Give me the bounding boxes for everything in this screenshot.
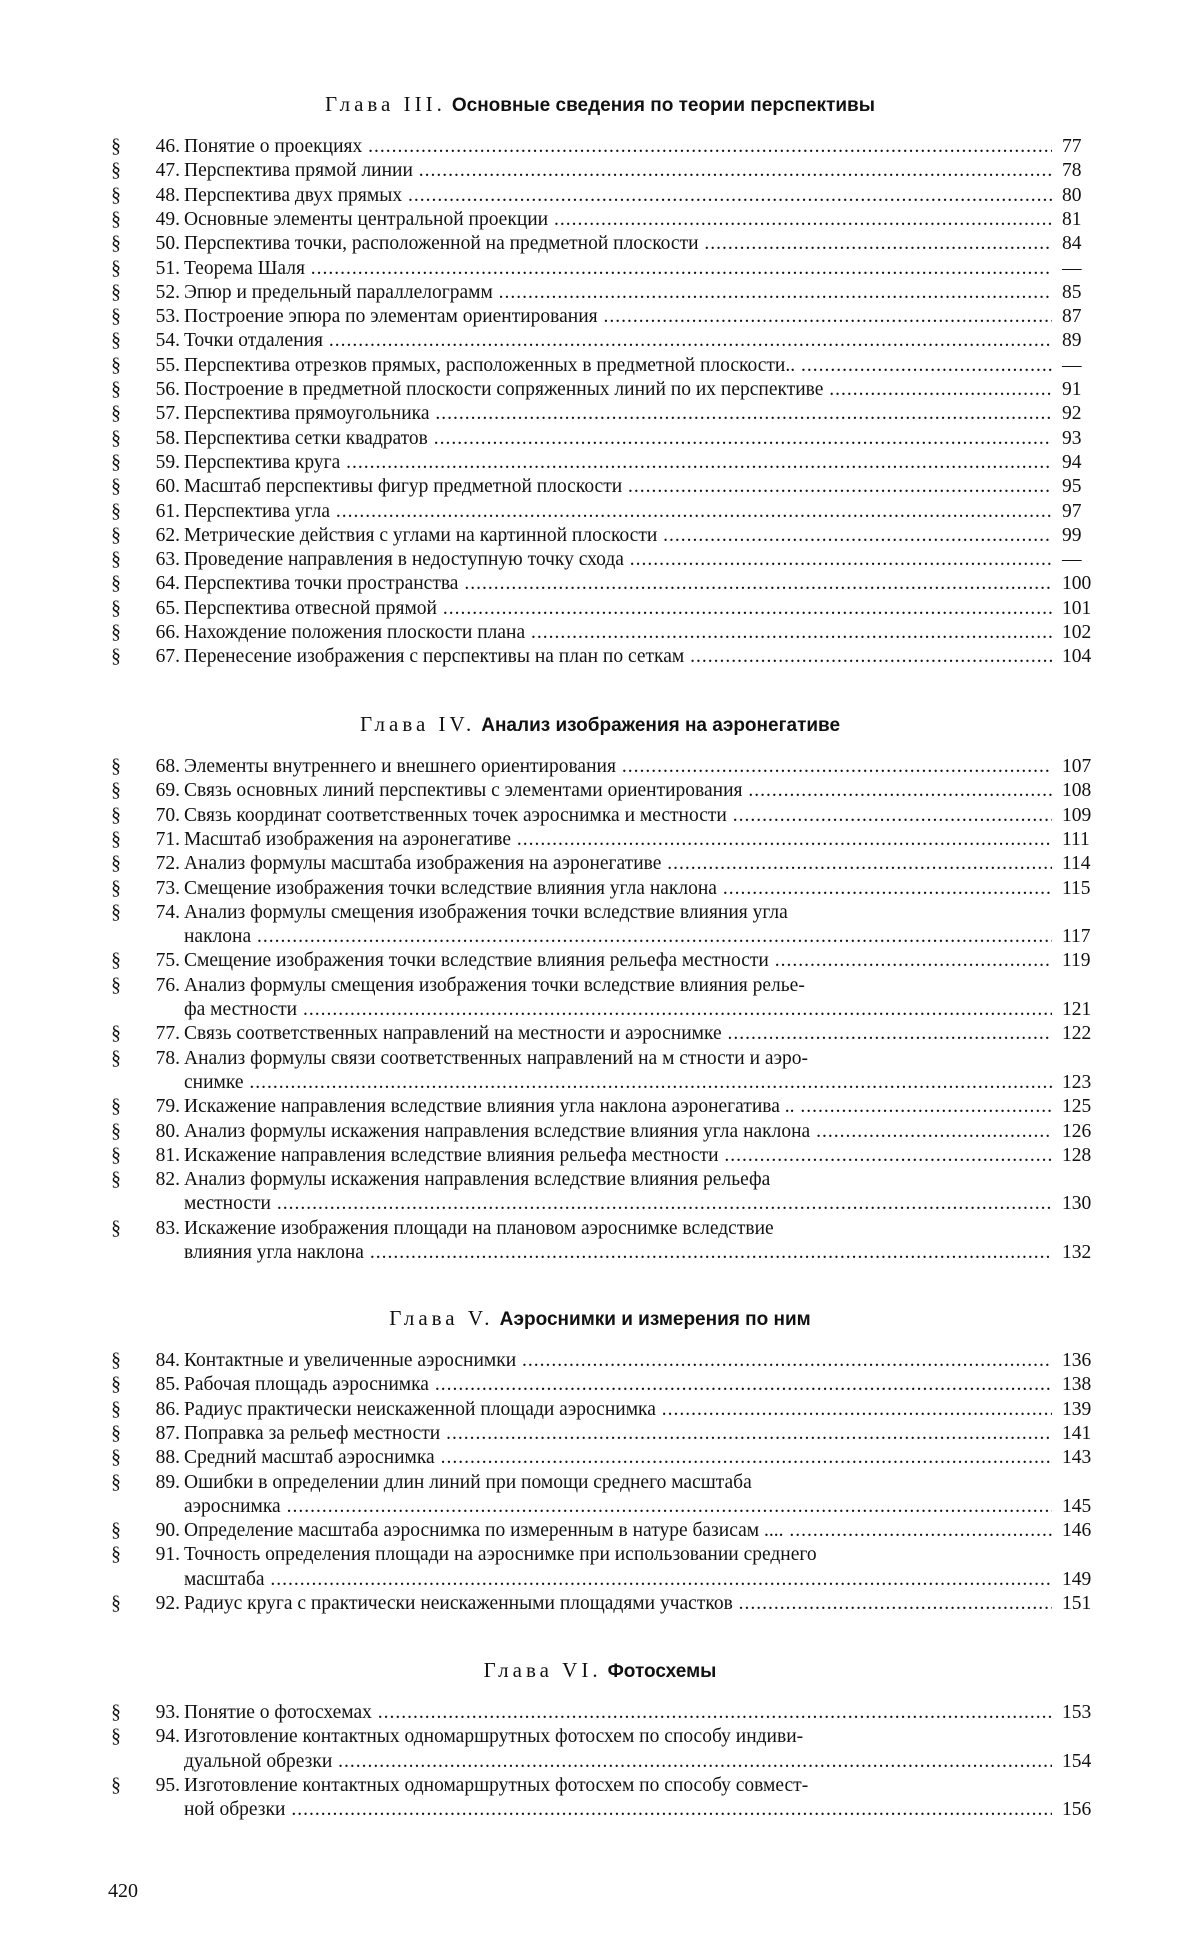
entry-title: Контактные и увеличенные аэроснимки .....	[184, 1350, 1052, 1372]
section-number: 69.	[155, 780, 180, 802]
entry-title: Перспектива круга .....	[184, 452, 1052, 474]
section-number: 74.	[155, 901, 180, 923]
chapter-label: Глава III.	[325, 92, 446, 116]
entry-title: Масштаб перспективы фигур предметной плоскости .....	[184, 476, 1052, 498]
section-number: 79.	[155, 1096, 180, 1118]
entry-title: Анализ формулы смещения изображения точки вследствие влияния релье-	[184, 974, 805, 996]
entry-title: Перспектива прямоугольника .....	[184, 403, 1052, 425]
section-sign: §	[111, 330, 121, 352]
entry-page-number: 154	[1062, 1750, 1092, 1772]
section-sign: §	[111, 573, 121, 595]
entry-title: Анализ формулы искажения направления вследствие влияния угла наклона .....	[184, 1121, 1052, 1143]
section-sign: §	[111, 1726, 121, 1748]
section-sign: §	[111, 476, 121, 498]
entry-page-number: 77	[1062, 136, 1082, 157]
entry-page-number: 123	[1062, 1071, 1092, 1093]
entry-title: Элементы внутреннего и внешнего ориентирования .....	[184, 756, 1052, 778]
entry-page-number: 111	[1062, 828, 1090, 850]
section-number: 81.	[155, 1144, 180, 1166]
section-sign: §	[111, 756, 121, 777]
section-number: 92.	[155, 1593, 180, 1614]
page-number: 420	[108, 1880, 138, 1902]
section-number: 63.	[155, 549, 180, 571]
entry-page-number: 138	[1062, 1374, 1092, 1396]
entry-page-number: 119	[1062, 950, 1091, 972]
section-sign: §	[111, 901, 121, 923]
section-sign: §	[111, 451, 121, 473]
entry-page-number: 153	[1062, 1702, 1092, 1723]
entry-page-number: 149	[1062, 1568, 1092, 1590]
section-sign: §	[111, 950, 121, 972]
section-number: 50.	[155, 233, 180, 255]
chapter-label: Глава IV.	[359, 712, 476, 736]
chapter-title: Анализ изображения на аэронегативе	[481, 715, 841, 736]
section-sign: §	[111, 354, 121, 376]
entry-title: Перспектива сетки квадратов .....	[184, 428, 1052, 450]
entry-page-number: 95	[1062, 476, 1082, 498]
section-number: 47.	[155, 160, 180, 182]
entry-title: Поправка за рельеф местности .....	[184, 1423, 1052, 1445]
section-sign: §	[111, 1398, 121, 1420]
section-number: 70.	[155, 804, 180, 826]
entry-page-number: 87	[1062, 306, 1082, 328]
chapter-heading	[0, 1306, 1200, 1331]
section-sign: §	[111, 1544, 121, 1566]
entry-title: масштаба .....	[184, 1569, 1052, 1591]
entry-page-number: 128	[1062, 1144, 1092, 1166]
chapter-title: Аэроснимки и измерения по ним	[499, 1309, 811, 1330]
entry-page-number: 92	[1062, 403, 1082, 425]
entry-page-number: 145	[1062, 1495, 1092, 1517]
section-number: 77.	[155, 1023, 180, 1045]
section-number: 78.	[155, 1047, 180, 1069]
section-sign: §	[111, 1047, 121, 1069]
section-sign: §	[111, 877, 121, 899]
entry-page-number: 94	[1062, 451, 1082, 473]
entry-title: Перенесение изображения с перспективы на план по сеткам .....	[184, 646, 1052, 668]
section-number: 54.	[155, 330, 180, 352]
section-sign: §	[111, 1774, 121, 1796]
section-number: 90.	[155, 1520, 180, 1542]
section-sign: §	[111, 281, 121, 303]
chapter-heading	[0, 712, 1200, 737]
section-number: 62.	[155, 524, 180, 546]
entry-title: Анализ формулы смещения изображения точки вследствие влияния угла	[184, 901, 788, 923]
entry-title: Анализ формулы масштаба изображения на аэронегативе .....	[184, 853, 1052, 875]
entry-title: Перспектива прямой линии .....	[184, 160, 1052, 182]
section-sign: §	[111, 184, 121, 206]
entry-page-number: 97	[1062, 500, 1082, 522]
entry-title: Перспектива точки пространства .....	[184, 573, 1052, 595]
entry-page-number: 91	[1062, 379, 1082, 400]
entry-page-number: 125	[1062, 1096, 1092, 1118]
section-number: 94.	[155, 1726, 180, 1748]
section-sign: §	[111, 1593, 121, 1614]
entry-title: Анализ формулы связи соответственных направлений на м стности и аэро-	[184, 1047, 808, 1069]
entry-title: Средний масштаб аэроснимка .....	[184, 1447, 1052, 1469]
entry-title: Перспектива отрезков прямых, расположенных в предметной плоскости.. .....	[184, 355, 1052, 377]
section-sign: §	[111, 853, 121, 875]
entry-title: Понятие о проекциях .....	[184, 136, 1052, 158]
entry-title: Точность определения площади на аэроснимке при использовании среднего	[184, 1544, 817, 1566]
section-sign: §	[111, 233, 121, 255]
entry-title: Проведение направления в недоступную точку схода .....	[184, 549, 1052, 571]
section-sign: §	[111, 427, 121, 449]
entry-title: Нахождение положения плоскости плана .....	[184, 622, 1052, 644]
entry-page-number: 85	[1062, 281, 1082, 303]
entry-page-number: 89	[1062, 330, 1082, 352]
entry-title: Перспектива точки, расположенной на предметной плоскости .....	[184, 233, 1052, 255]
section-sign: §	[111, 257, 121, 279]
entry-title: влияния угла наклона .....	[184, 1242, 1052, 1264]
entry-page-number: 93	[1062, 427, 1082, 449]
entry-page-number: 126	[1062, 1120, 1092, 1142]
entry-title: Теорема Шаля .....	[184, 258, 1052, 280]
section-sign: §	[111, 1447, 121, 1469]
chapter-heading	[0, 1658, 1200, 1683]
entry-title: Построение эпюра по элементам ориентирования .....	[184, 306, 1052, 328]
section-sign: §	[111, 1702, 121, 1723]
section-number: 55.	[155, 354, 180, 376]
section-number: 59.	[155, 451, 180, 473]
section-sign: §	[111, 1096, 121, 1118]
entry-page-number: 156	[1062, 1799, 1092, 1821]
section-number: 73.	[155, 877, 180, 899]
entry-title: местности .....	[184, 1193, 1052, 1215]
entry-page-number: 84	[1062, 233, 1082, 255]
entry-page-number: 100	[1062, 573, 1092, 595]
section-sign: §	[111, 524, 121, 546]
section-sign: §	[111, 306, 121, 328]
entry-title: Связь координат соответственных точек аэроснимка и местности .....	[184, 805, 1052, 827]
section-sign: §	[111, 1169, 121, 1191]
entry-title: Искажение направления вследствие влияния рельефа местности .....	[184, 1145, 1052, 1167]
section-sign: §	[111, 549, 121, 571]
section-number: 46.	[155, 136, 180, 157]
entry-page-number: 141	[1062, 1422, 1092, 1444]
section-number: 76.	[155, 974, 180, 996]
section-number: 57.	[155, 403, 180, 425]
section-sign: §	[111, 500, 121, 522]
section-number: 87.	[155, 1422, 180, 1444]
entry-page-number: 107	[1062, 756, 1092, 777]
entry-title: Связь основных линий перспективы с элементами ориентирования .....	[184, 780, 1052, 802]
entry-page-number: 80	[1062, 184, 1082, 206]
section-sign: §	[111, 804, 121, 826]
entry-title: Рабочая площадь аэроснимка .....	[184, 1374, 1052, 1396]
entry-title: Изготовление контактных одномаршрутных фотосхем по способу совмест-	[184, 1774, 809, 1796]
section-number: 91.	[155, 1544, 180, 1566]
section-number: 65.	[155, 597, 180, 619]
entry-title: Метрические действия с углами на картинной плоскости .....	[184, 525, 1052, 547]
entry-page-number: 151	[1062, 1593, 1092, 1614]
section-number: 85.	[155, 1374, 180, 1396]
entry-title: Эпюр и предельный параллелограмм .....	[184, 282, 1052, 304]
entry-page-number: 104	[1062, 646, 1092, 668]
section-sign: §	[111, 1471, 121, 1493]
entry-title: Изготовление контактных одномаршрутных фотосхем по способу индиви-	[184, 1726, 804, 1748]
entry-page-number: 78	[1062, 160, 1082, 182]
entry-page-number: —	[1062, 354, 1082, 376]
section-number: 52.	[155, 281, 180, 303]
entry-page-number: 132	[1062, 1241, 1092, 1263]
entry-page-number: 108	[1062, 780, 1092, 802]
entry-title: наклона .....	[184, 926, 1052, 948]
entry-title: Перспектива двух прямых .....	[184, 185, 1052, 207]
section-sign: §	[111, 1120, 121, 1142]
entry-page-number: 117	[1062, 926, 1091, 948]
section-sign: §	[111, 622, 121, 643]
section-number: 48.	[155, 184, 180, 206]
section-sign: §	[111, 136, 121, 157]
entry-page-number: —	[1062, 549, 1082, 571]
entry-title: Анализ формулы искажения направления вследствие влияния рельефа	[184, 1169, 771, 1191]
section-number: 66.	[155, 622, 180, 643]
section-sign: §	[111, 379, 121, 400]
entry-title: Смещение изображения точки вследствие влияния угла наклона .....	[184, 878, 1052, 900]
entry-title: Смещение изображения точки вследствие влияния рельефа местности .....	[184, 950, 1052, 972]
chapter-heading	[0, 92, 1200, 117]
section-number: 75.	[155, 950, 180, 972]
section-number: 67.	[155, 646, 180, 668]
entry-page-number: —	[1062, 257, 1082, 279]
entry-title: Искажение направления вследствие влияния угла наклона аэронегатива .. .....	[184, 1096, 1052, 1118]
section-sign: §	[111, 160, 121, 182]
entry-title: Точки отдаления .....	[184, 330, 1052, 352]
entry-page-number: 114	[1062, 853, 1091, 875]
section-sign: §	[111, 1374, 121, 1396]
entry-page-number: 139	[1062, 1398, 1092, 1420]
section-sign: §	[111, 1350, 121, 1371]
entry-title: дуальной обрезки .....	[184, 1751, 1052, 1773]
entry-title: Основные элементы центральной проекции .....	[184, 209, 1052, 231]
section-sign: §	[111, 646, 121, 668]
entry-page-number: 146	[1062, 1520, 1092, 1542]
entry-page-number: 109	[1062, 804, 1092, 826]
section-sign: §	[111, 403, 121, 425]
section-number: 51.	[155, 257, 180, 279]
entry-page-number: 115	[1062, 877, 1091, 899]
section-number: 61.	[155, 500, 180, 522]
section-number: 83.	[155, 1217, 180, 1239]
section-number: 72.	[155, 853, 180, 875]
entry-title: Искажение изображения площади на плановом аэроснимке вследствие	[184, 1217, 774, 1239]
entry-page-number: 122	[1062, 1023, 1092, 1045]
section-number: 60.	[155, 476, 180, 498]
entry-title: Связь соответственных направлений на местности и аэроснимке .....	[184, 1023, 1052, 1045]
section-number: 86.	[155, 1398, 180, 1420]
section-number: 95.	[155, 1774, 180, 1796]
entry-title: Ошибки в определении длин линий при помощи среднего масштаба	[184, 1471, 752, 1493]
entry-page-number: 102	[1062, 622, 1092, 643]
section-sign: §	[111, 974, 121, 996]
section-sign: §	[111, 828, 121, 850]
section-sign: §	[111, 780, 121, 802]
section-number: 64.	[155, 573, 180, 595]
section-number: 58.	[155, 427, 180, 449]
entry-title: Перспектива угла .....	[184, 501, 1052, 523]
section-number: 68.	[155, 756, 180, 777]
chapter-title: Фотосхемы	[607, 1661, 717, 1682]
entry-page-number: 121	[1062, 998, 1092, 1020]
section-number: 89.	[155, 1471, 180, 1493]
section-number: 53.	[155, 306, 180, 328]
section-number: 93.	[155, 1702, 180, 1723]
section-number: 80.	[155, 1120, 180, 1142]
chapter-label: Глава V.	[389, 1306, 494, 1330]
section-sign: §	[111, 1520, 121, 1542]
entry-title: Перспектива отвесной прямой .....	[184, 598, 1052, 620]
section-sign: §	[111, 1023, 121, 1045]
section-sign: §	[111, 1422, 121, 1444]
entry-title: Понятие о фотосхемах .....	[184, 1702, 1052, 1724]
entry-page-number: 143	[1062, 1447, 1092, 1469]
section-sign: §	[111, 597, 121, 619]
section-number: 88.	[155, 1447, 180, 1469]
entry-page-number: 136	[1062, 1350, 1092, 1371]
section-sign: §	[111, 208, 121, 230]
entry-title: ной обрезки .....	[184, 1799, 1052, 1821]
entry-title: Радиус круга с практически неискаженными площадями участков .....	[184, 1593, 1052, 1615]
entry-page-number: 101	[1062, 597, 1092, 619]
entry-title: снимке .....	[184, 1072, 1052, 1094]
entry-title: Радиус практически неискаженной площади аэроснимка .....	[184, 1399, 1052, 1421]
section-sign: §	[111, 1144, 121, 1166]
chapter-title: Основные сведения по теории перспективы	[451, 95, 875, 116]
entry-title: Построение в предметной плоскости сопряженных линий по их перспективе .....	[184, 379, 1052, 401]
section-number: 84.	[155, 1350, 180, 1371]
section-number: 49.	[155, 208, 180, 230]
entry-page-number: 130	[1062, 1193, 1092, 1215]
entry-title: Определение масштаба аэроснимка по измеренным в натуре базисам .... .....	[184, 1520, 1052, 1542]
section-sign: §	[111, 1217, 121, 1239]
entry-title: аэроснимка .....	[184, 1496, 1052, 1518]
entry-page-number: 81	[1062, 208, 1082, 230]
chapter-label: Глава VI.	[483, 1658, 602, 1682]
entry-title: фа местности .....	[184, 999, 1052, 1021]
section-number: 71.	[155, 828, 180, 850]
section-number: 56.	[155, 379, 180, 400]
entry-title: Масштаб изображения на аэронегативе .....	[184, 829, 1052, 851]
section-number: 82.	[155, 1169, 180, 1191]
entry-page-number: 99	[1062, 524, 1082, 546]
